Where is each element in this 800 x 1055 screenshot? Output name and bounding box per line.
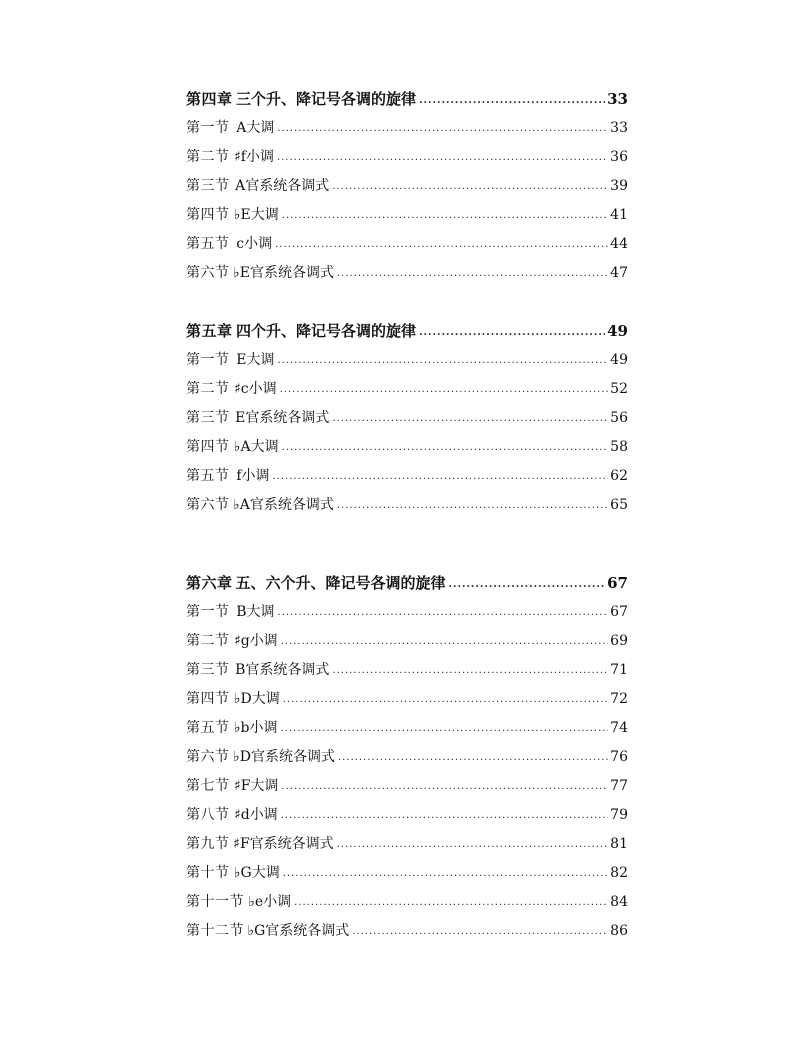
leader-dots xyxy=(332,172,608,201)
key-name: ♭G xyxy=(233,865,252,881)
toc-entry xyxy=(186,917,628,946)
section-title: 官系统各调式 xyxy=(265,923,350,939)
key-name: ♭e xyxy=(248,894,264,910)
toc-entry xyxy=(186,801,628,830)
chapter-label: 第四章 xyxy=(186,90,233,108)
toc-entry xyxy=(186,143,628,172)
page-number: 79 xyxy=(610,807,628,823)
page-number: 74 xyxy=(610,720,628,736)
key-name: ♯d xyxy=(233,807,250,823)
section-title: 大调 xyxy=(251,865,280,881)
key-name: ♭D xyxy=(233,749,251,765)
leader-dots xyxy=(419,86,605,116)
toc-entry xyxy=(186,685,628,714)
section-label: 第一节 xyxy=(186,120,230,136)
leader-dots xyxy=(273,462,609,491)
key-name: c xyxy=(236,236,245,252)
toc-entry xyxy=(186,598,628,627)
page-number: 72 xyxy=(610,691,628,707)
section-title: 大调 xyxy=(246,352,275,368)
chapter-heading xyxy=(186,568,628,598)
page-number: 82 xyxy=(610,865,628,881)
section-title: 小调 xyxy=(241,468,270,484)
section-label: 第三节 xyxy=(186,178,230,194)
toc-entry xyxy=(186,172,628,201)
section-label: 第四节 xyxy=(186,207,230,223)
leader-dots xyxy=(283,685,608,714)
leader-dots xyxy=(419,318,605,348)
section-label: 第一节 xyxy=(186,352,230,368)
page-number: 67 xyxy=(610,604,628,620)
leader-dots xyxy=(337,259,608,288)
section-title: 大调 xyxy=(250,439,279,455)
page-number: 41 xyxy=(610,207,628,223)
key-name: ♭E xyxy=(233,265,250,281)
toc-entry xyxy=(186,404,628,433)
section-title: 小调 xyxy=(244,236,273,252)
page-number: 77 xyxy=(610,778,628,794)
toc-entry xyxy=(186,491,628,520)
key-name: ♭G xyxy=(247,923,266,939)
key-name: B xyxy=(235,662,246,678)
toc-entry xyxy=(186,714,628,743)
chapter-5 xyxy=(186,316,628,520)
leader-dots xyxy=(281,627,608,656)
key-name: E xyxy=(236,352,247,368)
page-number: 47 xyxy=(610,265,628,281)
toc-entry xyxy=(186,772,628,801)
leader-dots xyxy=(275,230,608,259)
toc-entry xyxy=(186,259,628,288)
key-name: ♯f xyxy=(233,149,246,165)
section-label: 第二节 xyxy=(186,381,230,397)
toc-entry xyxy=(186,830,628,859)
section-title: 小调 xyxy=(249,807,278,823)
leader-dots xyxy=(282,201,608,230)
section-label: 第七节 xyxy=(186,778,230,794)
leader-dots xyxy=(337,491,608,520)
page-number: 36 xyxy=(610,149,628,165)
page-number: 62 xyxy=(610,468,628,484)
section-title: 官系统各调式 xyxy=(245,178,330,194)
toc-entry xyxy=(186,656,628,685)
section-title: 小调 xyxy=(248,381,277,397)
page-number: 76 xyxy=(610,749,628,765)
leader-dots xyxy=(277,114,608,143)
page-number: 44 xyxy=(610,236,628,252)
page-number: 65 xyxy=(610,497,628,513)
page-number: 33 xyxy=(610,120,628,136)
section-title: 大调 xyxy=(250,778,279,794)
toc-entry xyxy=(186,888,628,917)
toc-entry xyxy=(186,743,628,772)
chapter-title: 五、六个升、降记号各调的旋律 xyxy=(235,574,446,592)
section-label: 第十一节 xyxy=(186,894,244,910)
page-number: 58 xyxy=(610,439,628,455)
leader-dots xyxy=(277,346,608,375)
section-label: 第三节 xyxy=(186,662,230,678)
section-label: 第一节 xyxy=(186,604,230,620)
leader-dots xyxy=(280,375,609,404)
toc-entry xyxy=(186,375,628,404)
toc-entry xyxy=(186,859,628,888)
chapter-heading xyxy=(186,316,628,346)
page-number: 81 xyxy=(610,836,628,852)
leader-dots xyxy=(352,917,608,946)
leader-dots xyxy=(294,888,608,917)
page-number: 71 xyxy=(610,662,628,678)
key-name: f xyxy=(236,468,242,484)
chapter-label: 第六章 xyxy=(186,574,233,592)
page-number: 33 xyxy=(607,90,628,108)
key-name: A xyxy=(235,178,246,194)
chapter-title: 四个升、降记号各调的旋律 xyxy=(236,322,417,340)
toc-entry xyxy=(186,114,628,143)
section-label: 第二节 xyxy=(186,633,230,649)
key-name: ♭A xyxy=(233,497,250,513)
section-label: 第十节 xyxy=(186,865,230,881)
key-name: B xyxy=(236,604,247,620)
leader-dots xyxy=(283,859,608,888)
chapter-4 xyxy=(186,84,628,288)
chapter-heading xyxy=(186,84,628,114)
section-label: 第五节 xyxy=(186,236,230,252)
section-title: 小调 xyxy=(263,894,292,910)
key-name: ♯F xyxy=(233,778,251,794)
leader-dots xyxy=(277,143,608,172)
leader-dots xyxy=(282,433,609,462)
toc-entry xyxy=(186,346,628,375)
section-label: 第四节 xyxy=(186,691,230,707)
leader-dots xyxy=(278,598,609,627)
section-title: 官系统各调式 xyxy=(245,662,330,678)
section-label: 第五节 xyxy=(186,468,230,484)
page-number: 69 xyxy=(610,633,628,649)
key-name: ♯g xyxy=(233,633,250,649)
toc-entry xyxy=(186,462,628,491)
key-name: ♭A xyxy=(233,439,251,455)
page-number: 39 xyxy=(610,178,628,194)
section-label: 第九节 xyxy=(186,836,230,852)
toc-entry xyxy=(186,627,628,656)
section-title: 大调 xyxy=(246,604,275,620)
section-title: 官系统各调式 xyxy=(249,497,334,513)
section-title: 官系统各调式 xyxy=(249,836,334,852)
section-label: 第六节 xyxy=(186,265,230,281)
section-title: 官系统各调式 xyxy=(245,410,330,426)
section-label: 第八节 xyxy=(186,807,230,823)
leader-dots xyxy=(337,830,609,859)
section-title: 大调 xyxy=(251,691,280,707)
leader-dots xyxy=(449,570,606,600)
section-label: 第六节 xyxy=(186,497,230,513)
page-number: 49 xyxy=(610,352,628,368)
leader-dots xyxy=(281,801,608,830)
page-number: 84 xyxy=(610,894,628,910)
toc-entry xyxy=(186,201,628,230)
leader-dots xyxy=(332,404,608,433)
chapter-title: 三个升、降记号各调的旋律 xyxy=(236,90,417,108)
section-title: 大调 xyxy=(250,207,279,223)
page-number: 49 xyxy=(607,322,628,340)
section-title: 小调 xyxy=(249,633,278,649)
page-number: 86 xyxy=(610,923,628,939)
key-name: ♭E xyxy=(233,207,251,223)
key-name: ♭D xyxy=(233,691,252,707)
table-of-contents xyxy=(186,84,628,946)
chapter-6 xyxy=(186,568,628,946)
key-name: E xyxy=(235,410,246,426)
section-label: 第二节 xyxy=(186,149,230,165)
section-label: 第六节 xyxy=(186,749,230,765)
section-title: 官系统各调式 xyxy=(250,265,334,281)
key-name: ♯c xyxy=(233,381,249,397)
section-label: 第十二节 xyxy=(186,923,244,939)
section-title: 大调 xyxy=(246,120,275,136)
section-title: 小调 xyxy=(245,149,274,165)
key-name: ♭b xyxy=(233,720,250,736)
toc-entry xyxy=(186,230,628,259)
chapter-label: 第五章 xyxy=(186,322,233,340)
leader-dots xyxy=(338,743,608,772)
section-label: 第四节 xyxy=(186,439,230,455)
leader-dots xyxy=(281,714,609,743)
section-title: 小调 xyxy=(249,720,278,736)
key-name: ♯F xyxy=(233,836,250,852)
section-title: 官系统各调式 xyxy=(250,749,335,765)
toc-entry xyxy=(186,433,628,462)
section-label: 第三节 xyxy=(186,410,230,426)
section-label: 第五节 xyxy=(186,720,230,736)
leader-dots xyxy=(332,656,608,685)
page-number: 52 xyxy=(610,381,628,397)
key-name: A xyxy=(236,120,247,136)
page-number: 67 xyxy=(607,574,628,592)
leader-dots xyxy=(281,772,608,801)
page-number: 56 xyxy=(610,410,628,426)
